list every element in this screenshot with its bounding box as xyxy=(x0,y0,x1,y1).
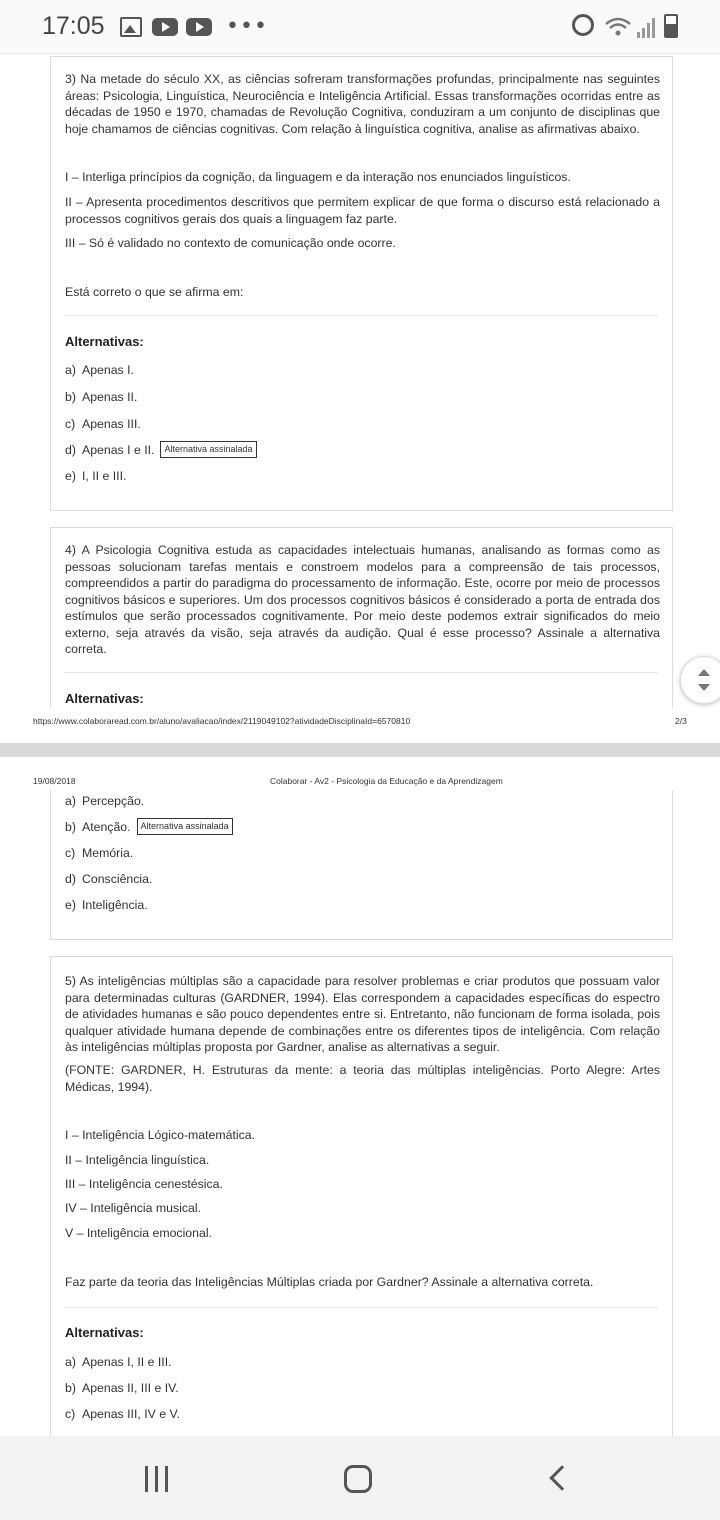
alternatives-heading: Alternativas: xyxy=(65,691,144,706)
page-footer-url: https://www.colaboraread.com.br/aluno/avaliacao/index/2119049102?atividadeDisciplinaId=6570810 xyxy=(33,716,411,726)
divider xyxy=(64,315,658,316)
option-a[interactable]: a) Apenas I, II e III. xyxy=(65,1355,172,1369)
question-4-card-continued xyxy=(50,790,673,940)
option-b[interactable]: b) Apenas II. xyxy=(65,390,138,404)
youtube-notification-icon xyxy=(186,18,212,36)
divider xyxy=(64,1307,658,1308)
question-4-card xyxy=(50,527,673,708)
page-header-date: 19/08/2018 xyxy=(33,776,76,786)
option-b-selected[interactable]: b) Atenção. Alternativa assinalada xyxy=(65,818,233,835)
question-5-item-5: V – Inteligência emocional. xyxy=(65,1226,212,1240)
question-3-text: 3) Na metade do século XX, as ciências sofreram transformações profundas, principalmente nas seguintes áreas: Psicologia, Linguística, Neurociência e Inteligência Artificial. Essas transformações ocorridas entre as décadas de 1950 e 1970, chamadas de Revolução Cognitiva, conduziram a um conjunto de disciplinas que hoje chamamos de ciências cognitivas. Com relação à linguística cognitiva, analise as afirmativas abaixo. xyxy=(65,72,660,136)
status-time: 17:05 xyxy=(42,12,105,40)
scroll-up-icon[interactable] xyxy=(698,669,710,676)
selected-answer-badge: Alternativa assinalada xyxy=(160,441,256,458)
option-d[interactable]: d) Consciência. xyxy=(65,872,153,886)
option-a[interactable]: a) Percepção. xyxy=(65,794,145,808)
page-header-title: Colaborar - Av2 - Psicologia da Educação e da Aprendizagem xyxy=(270,776,503,786)
question-5-item-1: I – Inteligência Lógico-matemática. xyxy=(65,1128,256,1142)
signal-icon xyxy=(636,16,656,38)
back-button[interactable] xyxy=(549,1465,574,1490)
question-5-item-2: II – Inteligência linguística. xyxy=(65,1153,210,1167)
divider xyxy=(64,672,658,673)
question-5-text: 5) As inteligências múltiplas são a capacidade para resolver problemas e criar produtos que possuam valor para determinadas culturas (GARDNER, 1994). Elas correspondem a capacidades específicas do espectro de atividades humanas e são pouco dependentes entre si. Entretanto, não funcionam de forma isolada, pois qualquer atividade humana depende de combinações entre os diferentes tipos de inteligência. Com relação às inteligências múltiplas proposta por Gardner, analise as alternativas a seguir. xyxy=(65,974,660,1054)
alternatives-heading: Alternativas: xyxy=(65,1325,144,1340)
option-e[interactable]: e) I, II e III. xyxy=(65,469,127,483)
option-d-selected[interactable]: d) Apenas I e II. Alternativa assinalada xyxy=(65,441,257,458)
question-5-source: (FONTE: GARDNER, H. Estruturas da mente: a teoria das múltiplas inteligências. Porto Alegre: Artes Médicas, 1994). xyxy=(65,1063,660,1094)
status-bar xyxy=(0,0,720,54)
recent-apps-button[interactable] xyxy=(145,1466,171,1492)
option-c[interactable]: c) Memória. xyxy=(65,846,134,860)
page-separator xyxy=(0,743,720,757)
scroll-navigation-button[interactable] xyxy=(680,656,720,704)
question-5-card xyxy=(50,956,673,1436)
option-b[interactable]: b) Apenas II, III e IV. xyxy=(65,1381,179,1395)
question-3-item-3: III – Só é validado no contexto de comunicação onde ocorre. xyxy=(65,236,396,250)
battery-icon xyxy=(664,14,678,38)
wifi-icon xyxy=(604,16,632,36)
alarm-icon xyxy=(572,14,594,36)
more-notifications-icon: ••• xyxy=(226,14,268,39)
scroll-down-icon[interactable] xyxy=(698,684,710,691)
option-c[interactable]: c) Apenas III, IV e V. xyxy=(65,1407,180,1421)
question-4-text: 4) A Psicologia Cognitiva estuda as capacidades intelectuais humanas, analisando as formas como as pessoas solucionam tarefas mentais e constroem modelos para a compreensão de tais processos, compreendidos a partir do paradigma do processamento de informação. Este, ocorre por meio de processos cognitivos básicos e superiores. Um dos processos cognitivos básicos é considerado a porta de entrada dos estímulos que serão processados cognitivamente. Por meio deste podemos extrair significados do meio externo, seja através da visão, seja através da audição. Qual é esse processo? Assinale a alternativa correta. xyxy=(65,543,660,656)
question-3-item-1: I – Interliga princípios da cognição, da linguagem e da interação nos enunciados linguísticos. xyxy=(65,170,571,184)
option-a[interactable]: a) Apenas I. xyxy=(65,363,134,377)
selected-answer-badge: Alternativa assinalada xyxy=(137,818,233,835)
page-footer-number: 2/3 xyxy=(675,716,687,726)
question-5-prompt: Faz parte da teoria das Inteligências Múltiplas criada por Gardner? Assinale a alternativa correta. xyxy=(65,1275,594,1289)
question-3-prompt: Está correto o que se afirma em: xyxy=(65,285,244,299)
question-5-item-3: III – Inteligência cenestésica. xyxy=(65,1177,223,1191)
navigation-bar xyxy=(0,1436,720,1520)
alternatives-heading: Alternativas: xyxy=(65,334,144,349)
youtube-notification-icon xyxy=(152,18,178,36)
home-button[interactable] xyxy=(344,1465,372,1493)
option-c[interactable]: c) Apenas III. xyxy=(65,417,141,431)
option-e[interactable]: e) Inteligência. xyxy=(65,898,148,912)
question-5-item-4: IV – Inteligência musical. xyxy=(65,1201,202,1215)
question-3-item-2: II – Apresenta procedimentos descritivos que permitem explicar de que forma o discurso está relacionado a processos cognitivos gerais dos quais a linguagem faz parte. xyxy=(65,195,660,226)
question-3-card xyxy=(50,56,673,511)
gallery-notification-icon xyxy=(120,17,142,37)
